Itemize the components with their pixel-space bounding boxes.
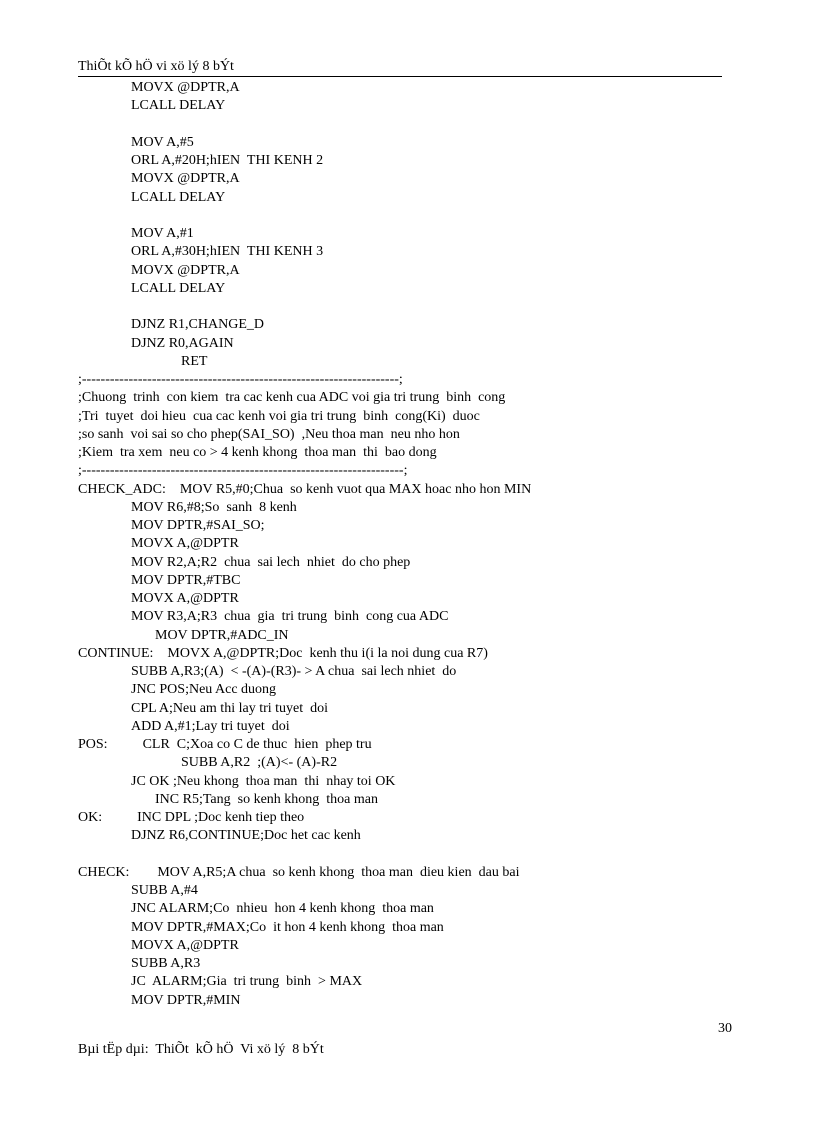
code-line: MOVX @DPTR,A [131,171,240,187]
code-line: ;--------------------------------------------------------------------; [78,372,403,387]
code-line: MOV R6,#8;So sanh 8 kenh [131,499,297,515]
code-line: ;---------------------------------------------------------------------; [78,463,408,479]
code-line: LCALL DELAY [131,280,226,296]
code-line: MOV A,#1 [131,226,194,241]
code-line: MOV DPTR,#SAI_SO; [131,518,265,533]
code-line: DJNZ R1,CHANGE_D [131,317,264,333]
code-line: MOV DPTR,#MIN [131,992,241,1008]
code-line: CPL A;Neu am thi lay tri tuyet doi [131,700,329,716]
code-line: MOV R3,A;R3 chua gia tri trung binh cong cua ADC [131,609,449,625]
code-line: JNC POS;Neu Acc duong [131,682,277,698]
code-line: MOV DPTR,#ADC_IN [155,627,289,643]
code-line: LCALL DELAY [131,98,226,114]
code-line: OK: INC DPL ;Doc kenh tiep theo [78,810,305,825]
code-line: ORL A,#30H;hIEN THI KENH 3 [131,244,324,260]
code-line: CONTINUE: MOVX A,@DPTR;Doc kenh thu i(i la noi dung cua R7) [78,645,488,661]
code-line: MOV R2,A;R2 chua sai lech nhiet do cho phep [131,554,411,570]
code-line: SUBB A,R3;(A) < -(A)-(R3)- > A chua sai lech nhiet do [131,664,457,679]
code-line: JC ALARM;Gia tri trung binh > MAX [131,974,363,990]
code-line: SUBB A,R3 [131,956,201,971]
code-line: ;so sanh voi sai so cho phep(SAI_SO) ,Neu thoa man neu nho hon [78,426,460,442]
code-line: JNC ALARM;Co nhieu hon 4 kenh khong thoa man [131,901,434,917]
code-line: DJNZ R6,CONTINUE;Doc het cac kenh [131,828,361,844]
code-line: LCALL DELAY [131,189,226,205]
running-footer: Bµi tËp dµi: ThiÕt kÕ hÖ Vi xö lý 8 bÝt [78,1042,324,1057]
code-line: ;Tri tuyet doi hieu cua cac kenh voi gia tri trung binh cong(Ki) duoc [78,408,480,424]
code-line: ADD A,#1;Lay tri tuyet doi [131,718,290,734]
code-line: MOVX A,@DPTR [131,937,239,953]
code-line: JC OK ;Neu khong thoa man thi nhay toi OK [131,773,396,789]
code-line: RET [181,353,208,369]
code-line: SUBB A,#4 [131,883,198,898]
code-line: SUBB A,R2 ;(A)<- (A)-R2 [181,755,338,771]
code-line: POS: CLR C;Xoa co C de thuc hien phep tru [78,737,372,752]
code-line: CHECK: MOV A,R5;A chua so kenh khong thoa man dieu kien dau bai [78,864,520,880]
code-line: MOV A,#5 [131,134,194,150]
code-line: MOV DPTR,#MAX;Co it hon 4 kenh khong thoa man [131,919,444,935]
code-line: MOVX @DPTR,A [131,80,240,95]
code-line: MOVX A,@DPTR [131,536,239,552]
page-number: 30 [718,1021,732,1036]
code-line: INC R5;Tang so kenh khong thoa man [155,791,378,807]
code-line: CHECK_ADC: MOV R5,#0;Chua so kenh vuot qua MAX hoac nho hon MIN [78,481,532,497]
code-line: ;Kiem tra xem neu co > 4 kenh khong thoa man thi bao dong [78,445,437,460]
code-line: MOVX @DPTR,A [131,262,240,278]
running-header: ThiÕt kÕ hÖ vi xö lý 8 bÝt [78,59,234,74]
code-line: DJNZ R0,AGAIN [131,335,234,351]
code-line: MOVX A,@DPTR [131,591,239,606]
code-line: ORL A,#20H;hIEN THI KENH 2 [131,153,324,168]
code-line: ;Chuong trinh con kiem tra cac kenh cua ADC voi gia tri trung binh cong [78,390,506,406]
code-line: MOV DPTR,#TBC [131,572,241,588]
